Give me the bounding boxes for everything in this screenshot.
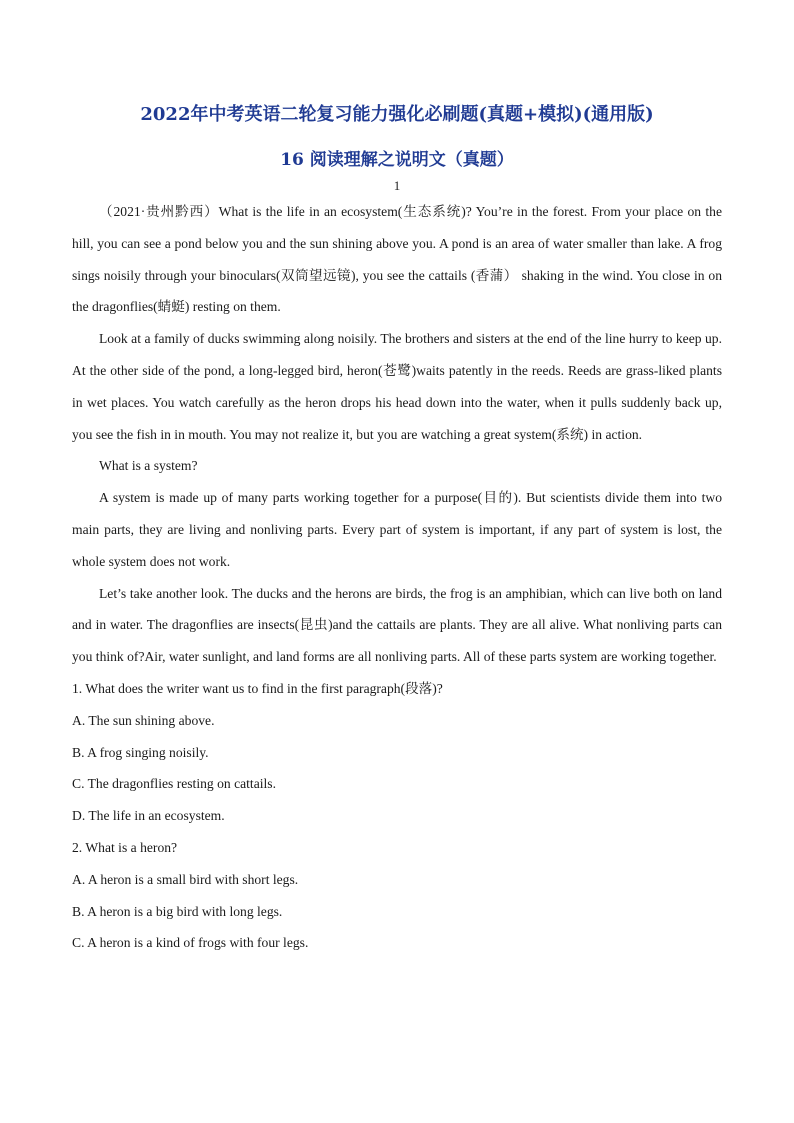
option-c: C. A heron is a kind of frogs with four legs. (72, 935, 309, 951)
passage-paragraph-3: What is a system? (99, 458, 198, 474)
passage-paragraph-2: Look at a family of ducks swimming along noisily. The brothers and sisters at the end of the line hurry to keep up. At the other side of the pond, a long-legged bird, heron(苍鹭)waits patently in the reeds. Reeds are grass-liked plants in wet places. You watch carefully as the heron drops his head down into the water, when it pulls suddenly back up, you see the fish in in mouth. You may not realize it, but you are watching a great system(系统) in action. (72, 331, 722, 442)
passage-paragraph-5: Let’s take another look. The ducks and the herons are birds, the frog is an amphibian, which can live both on land and in water. The dragonflies are insects(昆虫)and the cattails are plants. They are all alive. What nonliving parts can you think of?Air, water sunlight, and land forms are all nonliving parts. All of these parts system are working together. (72, 585, 722, 665)
reading-passage (72, 196, 722, 959)
question-stem: 1. What does the writer want us to find in the first paragraph(段落)? (72, 680, 443, 696)
question-2 (72, 832, 722, 959)
option-c: C. The dragonflies resting on cattails. (72, 776, 276, 792)
option-a: A. The sun shining above. (72, 712, 215, 728)
question-stem: 2. What is a heron? (72, 839, 178, 855)
option-b: B. A heron is a big bird with long legs. (72, 903, 283, 919)
option-a: A. A heron is a small bird with short legs. (72, 871, 299, 887)
document-subtitle: 16 阅读理解之说明文（真题） (280, 150, 514, 170)
option-b: B. A frog singing noisily. (72, 744, 209, 760)
option-d: D. The life in an ecosystem. (72, 808, 225, 824)
section-number: 1 (393, 178, 401, 193)
question-1 (72, 673, 722, 832)
passage-paragraph-4: A system is made up of many parts working together for a purpose(目的). But scientists divide them into two main parts, they are living and nonliving parts. Every part of system is important, if any part of system is lost, the whole system does not work. (72, 490, 722, 569)
passage-paragraph-1: （2021·贵州黔西）What is the life in an ecosystem(生态系统)? You’re in the forest. From your place on the hill, you can see a pond below you and the sun shining above you. A pond is an area of water smaller than lake. A frog sings noisily through your binoculars(双筒望远镜), you see the cattails (香蒲） shaking in the wind. You close in on the dragonflies(蜻蜓) resting on them. (72, 204, 722, 315)
document-title: 2022年中考英语二轮复习能力强化必刷题(真题+模拟)(通用版) (140, 104, 654, 125)
